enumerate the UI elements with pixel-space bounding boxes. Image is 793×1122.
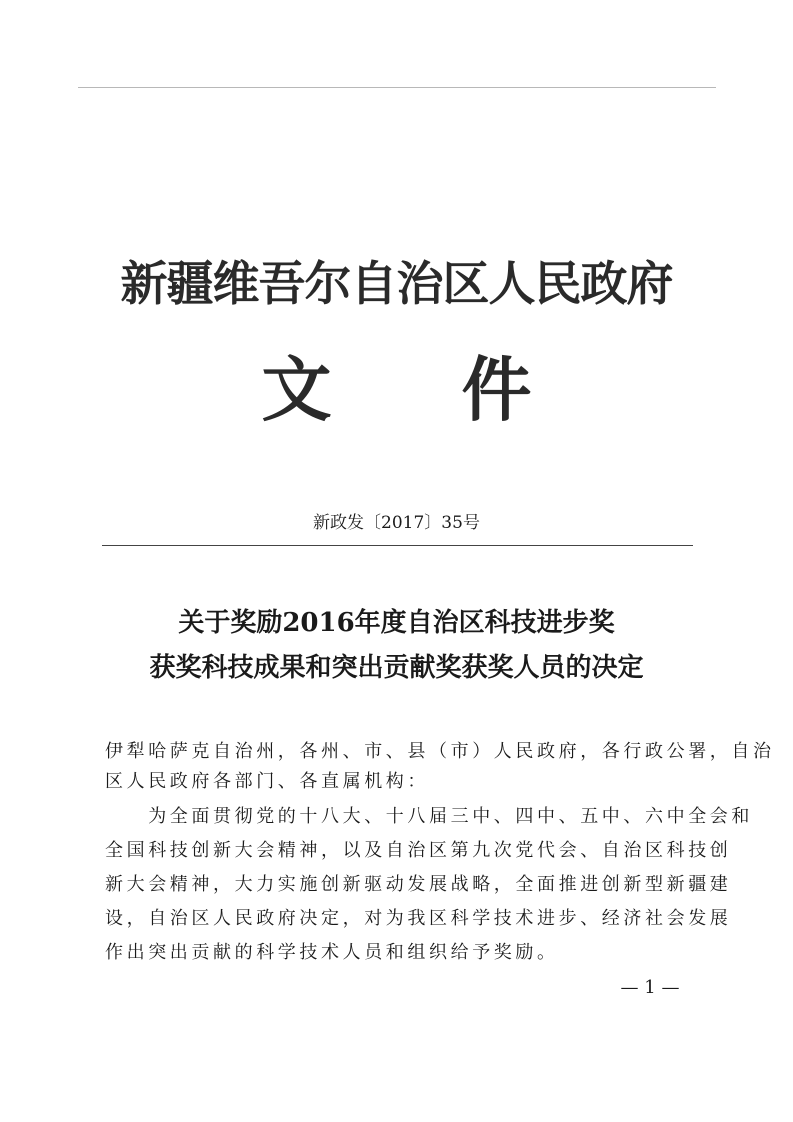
title-line-1: 关于奖励2016年度自治区科技进步奖 [178,608,615,638]
separator-rule [102,545,693,546]
body-line: 区人民政府各部门、各直属机构： [105,771,429,792]
body-line: 作出突出贡献的科学技术人员和组织给予奖励。 [105,942,559,963]
issuer-name: 新疆维吾尔自治区人民政府 [120,257,673,312]
document-number: 新政发〔2017〕35号 [313,513,480,533]
title-line-2: 获奖科技成果和突出贡献奖获奖人员的决定 [149,653,644,683]
body-line: 为全面贯彻党的十八大、十八届三中、四中、五中、六中全会和 [105,806,753,827]
body-line: 全国科技创新大会精神，以及自治区第九次党代会、自治区科技创 [105,840,732,861]
body-line: 设，自治区人民政府决定，对为我区科学技术进步、经济社会发展 [105,908,732,929]
page-number: — 1 — [620,977,680,998]
top-rule [78,87,716,88]
body-line: 新大会精神，大力实施创新驱动发展战略，全面推进创新型新疆建 [105,874,732,895]
document-type: 文件 [261,348,662,431]
body-line: 伊犁哈萨克自治州，各州、市、县（市）人民政府，各行政公署，自治 [105,741,775,762]
